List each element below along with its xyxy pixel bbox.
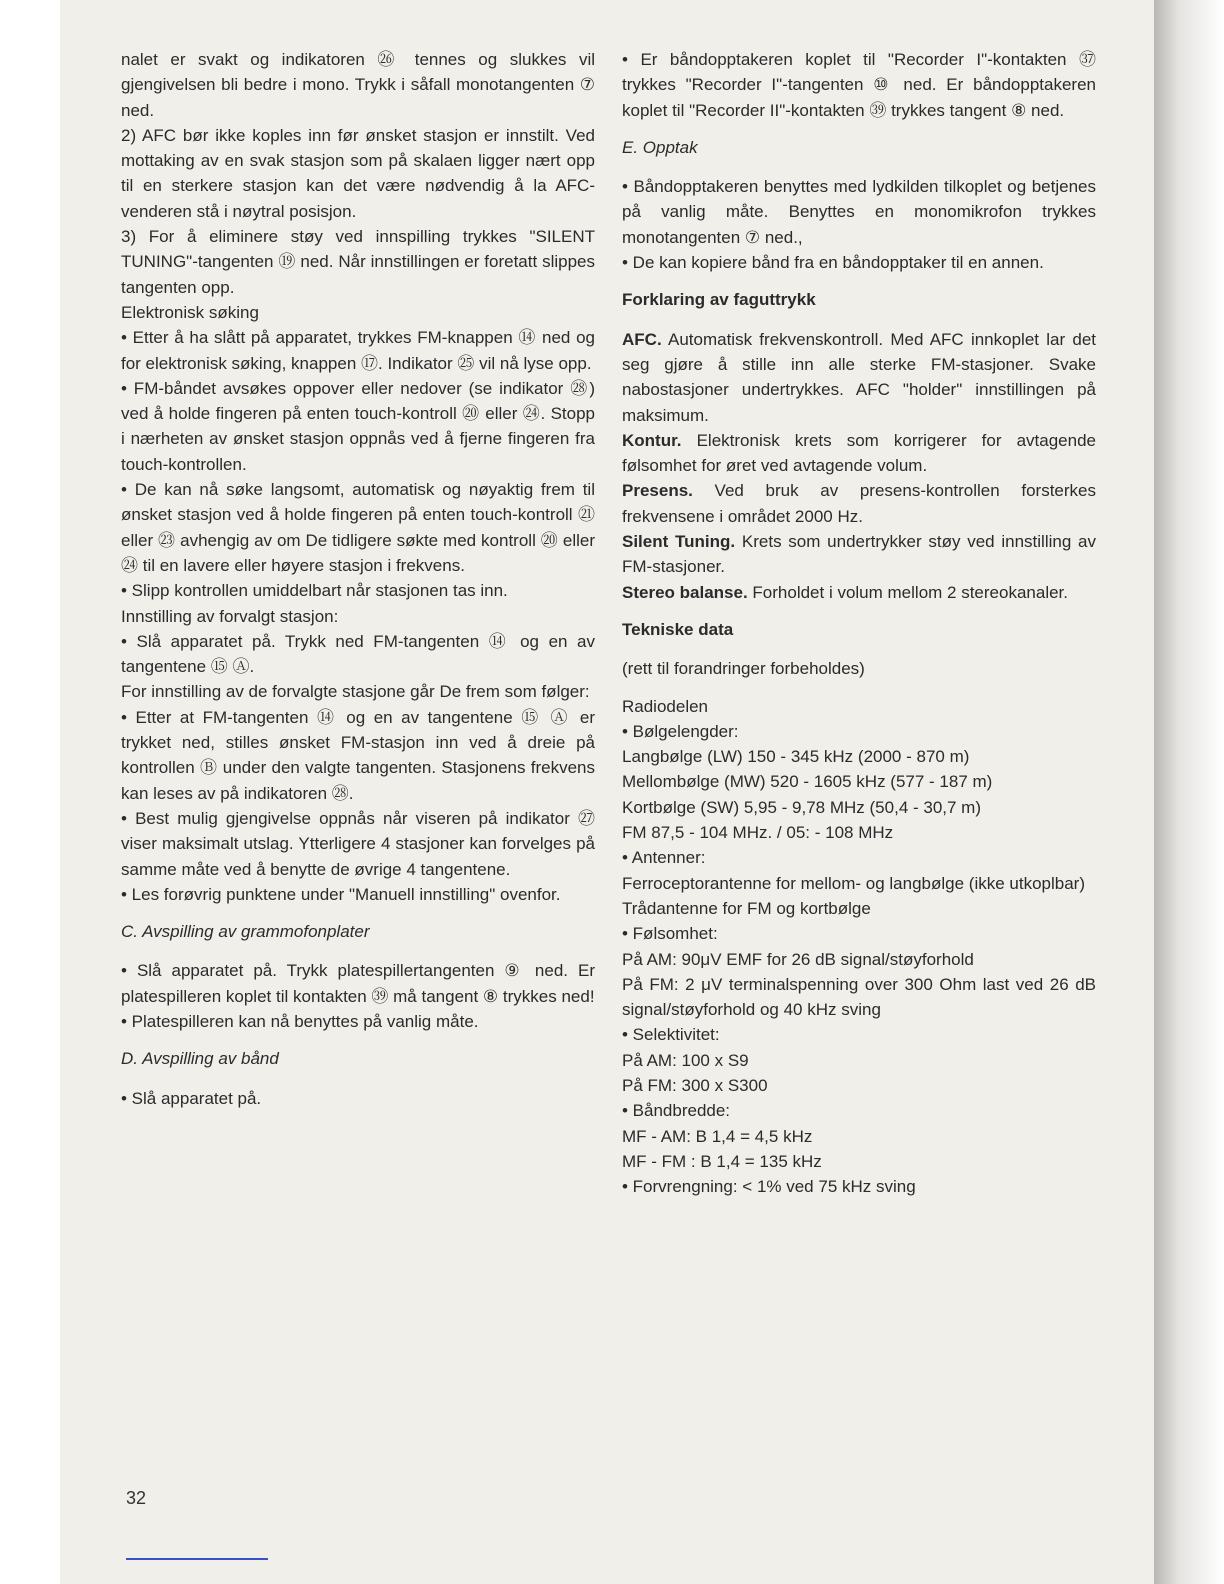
text-line: Mellombølge (MW) 520 - 1605 kHz (577 - 187 m) xyxy=(622,772,993,792)
glossary-term: Stereo balanse. xyxy=(622,582,748,602)
glossary-entry xyxy=(622,580,1096,605)
text-line: (rett til forandringer forbeholdes) xyxy=(622,659,865,679)
paragraph: • Er båndopptakeren koplet til "Recorder I"-kontakten ㊲ trykkes "Recorder I"-tangenten ⑩ ned. Er båndopptakeren koplet til "Recorder II"-kontakten ㊴ trykkes tangent ⑧ ned. xyxy=(622,50,1096,120)
paragraph: 3) For å eliminere støy ved innspilling trykkes "SILENT TUNING"-tangenten ⑲ ned. Når innstillingen er foretatt slippes tangenten opp. xyxy=(121,227,595,297)
glossary-entry xyxy=(622,529,1096,580)
text-line: På FM: 300 x S300 xyxy=(622,1075,768,1095)
glossary-entry xyxy=(622,478,1096,529)
paragraph: • Båndopptakeren benyttes med lydkilden tilkoplet og betjenes på vanlig måte. Benyttes en monomikrofon trykkes monotangenten ⑦ ned., xyxy=(622,177,1096,247)
left-column xyxy=(121,47,595,1111)
paragraph: • Best mulig gjengivelse oppnås når viseren på indikator ㉗ viser maksimalt utslag. Ytterligere 4 stasjoner kan forvelges på samme måte ved å benytte de øvrige 4 tangentene. xyxy=(121,808,595,879)
subheading: Radiodelen xyxy=(622,696,709,716)
text-line: MF - AM: B 1,4 = 4,5 kHz xyxy=(622,1126,813,1146)
glossary-term: AFC. xyxy=(622,329,662,349)
paragraph: • Etter at FM-tangenten ⑭ og en av tangentene ⑮ Ⓐ er trykket ned, stilles ønsket FM-stasjon inn ved å dreie på kontrollen Ⓑ under den valgte tangenten. Stasjonens frekvens kan leses av på indikatoren ㉘. xyxy=(121,707,595,803)
paragraph: • Slipp kontrollen umiddelbart når stasjonen tas inn. xyxy=(121,581,508,601)
glossary-term: Presens. xyxy=(622,481,693,501)
text-line: På AM: 90μV EMF for 26 dB signal/støyforhold xyxy=(622,949,974,969)
text-line: • Forvrengning: < 1% ved 75 kHz sving xyxy=(622,1177,916,1197)
glossary-definition: Elektronisk krets som korrigerer for avtagende følsomhet for øret ved avtagende volum. xyxy=(622,430,1096,476)
bold-heading: Tekniske data xyxy=(622,619,734,639)
glossary-entry xyxy=(622,327,1096,428)
text-line: MF - FM : B 1,4 = 135 kHz xyxy=(622,1151,822,1171)
text-line: Trådantenne for FM og kortbølge xyxy=(622,898,871,918)
text-line: • Bølgelengder: xyxy=(622,721,739,741)
paragraph: 2) AFC bør ikke koples inn før ønsket stasjon er innstilt. Ved mottaking av en svak stasjon som på skalaen ligger nært opp til en sterkere stasjon kan det være nødvendig å la AFC-venderen stå i nøytral posisjon. xyxy=(121,125,595,221)
paragraph: • De kan nå søke langsomt, automatisk og nøyaktig frem til ønsket stasjon ved å holde fingeren på enten touch-kontroll ㉑ eller ㉓ avhengig av om De tidligere søkte med kontroll ⑳ eller ㉔ til en lavere eller høyere stasjon i frekvens. xyxy=(121,480,595,575)
text-line: • Følsomhet: xyxy=(622,924,718,944)
glossary-entry xyxy=(622,428,1096,479)
paragraph: • Slå apparatet på. xyxy=(121,1088,262,1108)
text-line: Kortbølge (SW) 5,95 - 9,78 MHz (50,4 - 30,7 m) xyxy=(622,797,982,817)
text-line: • Båndbredde: xyxy=(622,1101,731,1121)
paragraph: • Platespilleren kan nå benyttes på vanlig måte. xyxy=(121,1011,479,1031)
text-line: På AM: 100 x S9 xyxy=(622,1050,749,1070)
paragraph: Innstilling av forvalgt stasjon: xyxy=(121,606,339,626)
glossary-term: Silent Tuning. xyxy=(622,532,736,552)
glossary-definition: Automatisk frekvenskontroll. Med AFC innkoplet lar det seg gjøre å stille inn alle sterke FM-stasjoner. Svake nabostasjoner undertrykkes. AFC "holder" innstillingen på maksimum. xyxy=(622,329,1096,425)
text-line: Langbølge (LW) 150 - 345 kHz (2000 - 870 m) xyxy=(622,747,970,767)
glossary-definition: Krets som undertrykker støy ved innstilling av FM-stasjoner. xyxy=(622,532,1096,577)
bold-heading: Forklaring av faguttrykk xyxy=(622,290,816,310)
footer-rule xyxy=(126,1558,268,1560)
paragraph: Elektronisk søking xyxy=(121,302,259,322)
page-edge-shadow xyxy=(1154,0,1224,1584)
paragraph: • Slå apparatet på. Trykk platespillertangenten ⑨ ned. Er platespilleren koplet til kontakten ㊴ må tangent ⑧ trykkes ned! xyxy=(121,961,595,1006)
text-line: • Antenner: xyxy=(622,848,706,868)
glossary-definition: Ved bruk av presens-kontrollen forsterkes frekvensene i området 2000 Hz. xyxy=(622,481,1096,526)
paragraph: På FM: 2 μV terminalspenning over 300 Ohm last ved 26 dB signal/støyforhold og 40 kHz sving xyxy=(622,974,1096,1020)
text-line: • Selektivitet: xyxy=(622,1025,720,1045)
paragraph: • FM-båndet avsøkes oppover eller nedover (se indikator ㉘) ved å holde fingeren på enten touch-kontroll ⑳ eller ㉔. Stopp i nærheten av ønsket stasjon oppnås ved å fjerne fingeren fra touch-kontrollen. xyxy=(121,378,595,474)
paragraph: nalet er svakt og indikatoren ㉖ tennes og slukkes vil gjengivelsen bli bedre i mono. Trykk i såfall monotangenten ⑦ ned. xyxy=(121,50,595,120)
paragraph: • Etter å ha slått på apparatet, trykkes FM-knappen ⑭ ned og for elektronisk søking, knappen ⑰. Indikator ㉕ vil nå lyse opp. xyxy=(121,328,595,373)
page-number: 32 xyxy=(126,1488,147,1508)
glossary-term: Kontur. xyxy=(622,430,682,450)
section-heading: E. Opptak xyxy=(622,137,698,157)
right-column xyxy=(622,47,1096,1199)
text-line: FM 87,5 - 104 MHz. / 05: - 108 MHz xyxy=(622,823,894,843)
section-heading: D. Avspilling av bånd xyxy=(121,1049,279,1069)
glossary-definition: Forholdet i volum mellom 2 stereokanaler. xyxy=(752,582,1068,602)
section-heading: C. Avspilling av grammofonplater xyxy=(121,922,370,942)
paragraph: For innstilling av de forvalgte stasjone går De frem som følger: xyxy=(121,682,590,702)
paragraph: • Slå apparatet på. Trykk ned FM-tangenten ⑭ og en av tangentene ⑮ Ⓐ. xyxy=(121,631,595,677)
paragraph: • Les forøvrig punktene under "Manuell innstilling" ovenfor. xyxy=(121,884,561,904)
paragraph: • De kan kopiere bånd fra en båndopptaker til en annen. xyxy=(622,253,1044,273)
paragraph: Ferroceptorantenne for mellom- og langbølge (ikke utkoplbar) xyxy=(622,873,1086,893)
